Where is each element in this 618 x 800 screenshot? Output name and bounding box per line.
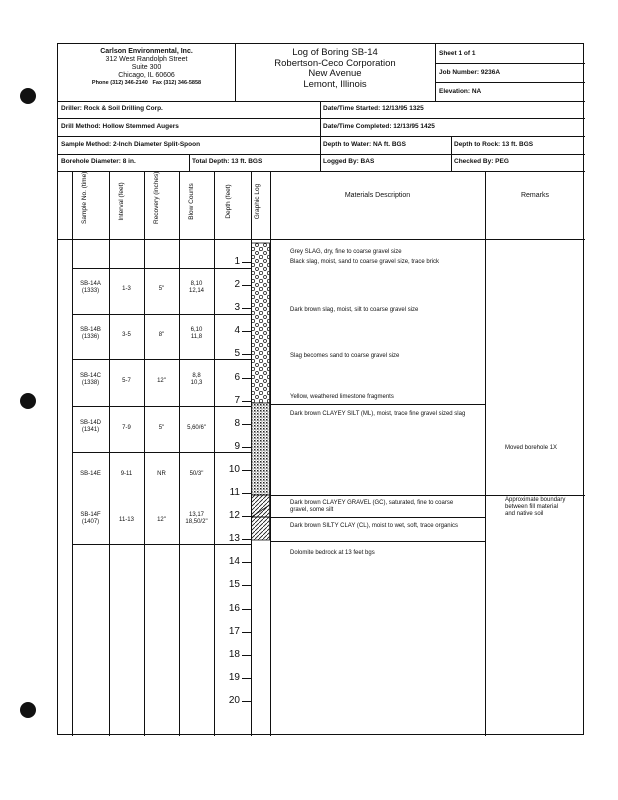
sample-time: (1338)	[81, 379, 100, 386]
company-fax: Fax (312) 346-5858	[152, 80, 202, 87]
col-header-graphic: Graphic Log	[254, 183, 261, 220]
sample-interval: 1-3	[122, 286, 131, 292]
material-description: Black slag, moist, sand to coarse gravel size, trace brick	[290, 259, 440, 265]
date-completed: Date/Time Completed: 12/13/95 1425	[323, 123, 435, 130]
depth-label: 13	[228, 533, 240, 545]
depth-tick	[242, 655, 251, 656]
depth-label: 10	[228, 463, 240, 475]
checked-by: Checked By: PEG	[454, 158, 509, 165]
material-description: Dolomite bedrock at 13 feet bgs	[290, 550, 375, 556]
site-street: New Avenue	[308, 68, 362, 80]
sample-blows: 8,10	[190, 281, 203, 287]
sample-blows: 11,8	[190, 333, 203, 340]
depth-label: 4	[234, 325, 240, 337]
depth-tick	[242, 401, 251, 402]
depth-label: 3	[234, 302, 240, 314]
material-description: Grey SLAG, dry, fine to coarse gravel size	[290, 249, 402, 255]
depth-label: 20	[228, 694, 240, 706]
col-header-recovery: Recovery (inches)	[153, 171, 160, 224]
sample-blows: 18,50/2"	[185, 518, 208, 525]
sample-recovery: 8"	[158, 332, 165, 338]
sample-interval: 11-13	[119, 517, 134, 523]
sample-time: (1333)	[81, 287, 100, 294]
punch-hole-bottom	[20, 702, 36, 718]
sample-blows: 13,17	[188, 512, 204, 518]
material-description: Dark brown slag, moist, silt to coarse gravel size	[290, 307, 419, 313]
depth-to-water: Depth to Water: NA ft. BGS	[323, 141, 406, 148]
sample-interval: 5-7	[122, 378, 131, 384]
total-depth: Total Depth: 13 ft. BGS	[192, 158, 263, 165]
material-description: Dark brown CLAYEY SILT (ML), moist, trace fine gravel sized slag	[290, 411, 466, 417]
sample-id: SB-14C	[79, 373, 101, 379]
depth-label: 15	[228, 579, 240, 591]
company-name: Carlson Environmental, Inc.	[100, 48, 193, 55]
depth-tick	[242, 470, 251, 471]
depth-label: 9	[234, 440, 240, 452]
site-city: Lemont, Illinois	[303, 78, 367, 90]
sample-interval: 3-5	[122, 332, 131, 338]
driller: Driller: Rock & Soil Drilling Corp.	[61, 105, 163, 112]
borehole-diameter: Borehole Diameter: 8 in.	[61, 158, 136, 165]
sample-blows: 5,60/6"	[187, 425, 206, 431]
depth-label: 17	[228, 625, 240, 637]
depth-tick	[242, 447, 251, 448]
sample-blows: 10,3	[190, 379, 203, 386]
company-phone: Phone (312) 346-2140	[91, 80, 148, 87]
col-header-blow: Blow Counts	[188, 183, 195, 220]
company-city: Chicago, IL 60606	[118, 72, 175, 80]
depth-tick	[242, 632, 251, 633]
boring-log-sheet	[57, 43, 584, 735]
depth-label: 14	[228, 556, 240, 568]
sample-blows: 50/3"	[189, 471, 204, 477]
depth-tick	[242, 493, 251, 494]
client-name: Robertson-Ceco Corporation	[274, 57, 396, 69]
punch-hole-top	[20, 88, 36, 104]
sample-blows: 6,10	[190, 327, 203, 333]
drill-method: Drill Method: Hollow Stemmed Augers	[61, 123, 179, 130]
depth-label: 6	[234, 371, 240, 383]
logged-by: Logged By: BAS	[323, 158, 375, 165]
depth-label: 18	[228, 648, 240, 660]
col-header-materials: Materials Description	[344, 192, 411, 199]
depth-label: 2	[234, 279, 240, 291]
depth-tick	[242, 516, 251, 517]
company-street: 312 West Randolph Street	[105, 56, 188, 64]
sample-id: SB-14B	[80, 327, 101, 333]
sample-recovery: 5"	[158, 286, 165, 292]
graphic-log	[251, 239, 270, 549]
sample-id: SB-14A	[80, 281, 101, 287]
depth-label: 12	[228, 510, 240, 522]
depth-tick	[242, 539, 251, 540]
col-header-depth: Depth (feet)	[225, 184, 232, 219]
elevation: Elevation: NA	[439, 88, 482, 95]
sample-id: SB-14D	[79, 420, 101, 426]
depth-tick	[242, 378, 251, 379]
remark: Approximate boundary between fill material and native soil	[505, 497, 566, 517]
sample-interval: 9-11	[120, 471, 133, 477]
depth-to-rock: Depth to Rock: 13 ft. BGS	[454, 141, 534, 148]
depth-label: 8	[234, 417, 240, 429]
sample-time: (1407)	[81, 518, 100, 525]
sample-time: (1336)	[81, 333, 100, 340]
company-suite: Suite 300	[131, 64, 162, 72]
depth-tick	[242, 609, 251, 610]
depth-tick	[242, 354, 251, 355]
sample-recovery: 12"	[157, 517, 166, 523]
depth-tick	[242, 262, 251, 263]
depth-tick	[242, 424, 251, 425]
col-header-remarks: Remarks	[520, 192, 549, 199]
sample-recovery: 5"	[158, 425, 165, 431]
depth-tick	[242, 331, 251, 332]
material-description: Dark brown SILTY CLAY (CL), moist to wet, soft, trace organics	[290, 523, 458, 529]
job-number: Job Number: 9236A	[439, 69, 501, 76]
depth-label: 16	[228, 602, 240, 614]
depth-label: 7	[234, 394, 240, 406]
sample-time: (1341)	[81, 426, 100, 433]
depth-tick	[242, 308, 251, 309]
remark: Moved borehole 1X	[505, 445, 558, 451]
depth-tick	[242, 678, 251, 679]
sample-blows: 8,8	[192, 373, 201, 379]
material-description: Slag becomes sand to coarse gravel size	[290, 353, 400, 359]
sample-id: SB-14F	[80, 512, 101, 518]
sheet-number: Sheet 1 of 1	[439, 50, 476, 57]
depth-tick	[242, 285, 251, 286]
material-description: Dark brown CLAYEY GRAVEL (GC), saturated, fine to coarse gravel, some silt	[290, 500, 454, 513]
log-title-block	[235, 48, 435, 91]
depth-label: 19	[228, 671, 240, 683]
col-header-sample: Sample No. (time)	[81, 171, 88, 224]
company-block	[58, 48, 235, 87]
sample-blows: 12,14	[188, 287, 204, 294]
depth-tick	[242, 585, 251, 586]
sample-id: SB-14E	[80, 471, 101, 477]
date-started: Date/Time Started: 12/13/95 1325	[323, 105, 424, 112]
sample-interval: 7-9	[122, 425, 131, 431]
sample-recovery: NR	[157, 471, 166, 477]
material-description: Yellow, weathered limestone fragments	[290, 394, 394, 400]
sample-recovery: 12"	[157, 378, 166, 384]
log-title: Log of Boring SB-14	[292, 47, 378, 58]
punch-hole-middle	[20, 393, 36, 409]
depth-label: 5	[234, 348, 240, 360]
depth-tick	[242, 562, 251, 563]
depth-tick	[242, 701, 251, 702]
col-header-interval: Interval (feet)	[118, 182, 125, 221]
sample-method: Sample Method: 2-Inch Diameter Split-Spoon	[61, 141, 201, 148]
depth-label: 1	[234, 256, 240, 267]
depth-label: 11	[229, 487, 240, 498]
